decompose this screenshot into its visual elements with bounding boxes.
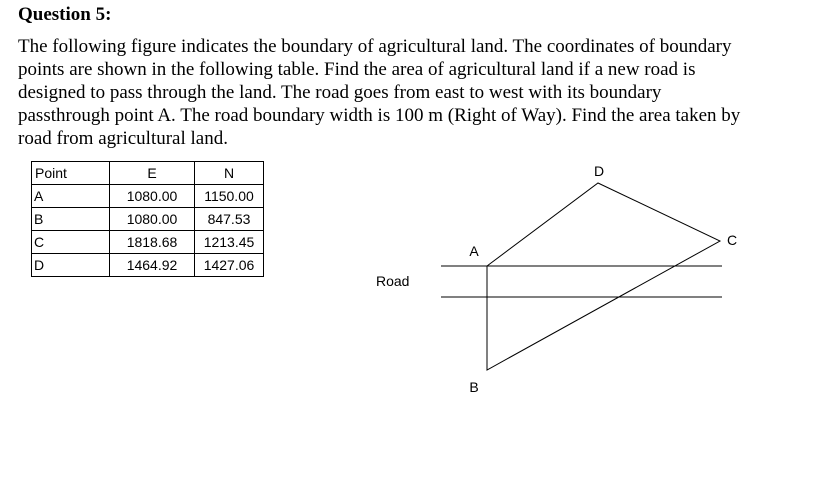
cell-easting: 1080.00 — [110, 185, 195, 208]
point-label-a: A — [469, 243, 479, 259]
question-line: road from agricultural land. — [18, 128, 228, 149]
point-label-d: D — [593, 163, 605, 179]
cell-northing: 847.53 — [195, 208, 264, 231]
cell-easting: 1818.68 — [110, 231, 195, 254]
land-boundary-polygon — [487, 183, 720, 370]
question-line: passthrough point A. The road boundary width is 100 m (Right of Way). Find the area taken by — [18, 105, 741, 126]
header-northing: N — [195, 162, 264, 185]
header-easting: E — [110, 162, 195, 185]
cell-northing: 1150.00 — [195, 185, 264, 208]
question-line: designed to pass through the land. The road goes from east to west with its boundary — [18, 82, 662, 103]
question-line: The following figure indicates the boundary of agricultural land. The coordinates of boundary — [18, 36, 732, 57]
cell-northing: 1213.45 — [195, 231, 264, 254]
cell-northing: 1427.06 — [195, 254, 264, 277]
road-label: Road — [376, 273, 410, 289]
question-line: points are shown in the following table. Find the area of agricultural land if a new road is — [18, 59, 696, 80]
cell-easting: 1080.00 — [110, 208, 195, 231]
question-heading: Question 5: — [18, 4, 112, 25]
cell-point: C — [32, 231, 110, 254]
cell-point: B — [32, 208, 110, 231]
point-label-b: B — [469, 379, 479, 395]
cell-point: A — [32, 185, 110, 208]
header-point: Point — [32, 162, 110, 185]
cell-easting: 1464.92 — [110, 254, 195, 277]
cell-point: D — [32, 254, 110, 277]
point-label-c: C — [727, 232, 738, 248]
